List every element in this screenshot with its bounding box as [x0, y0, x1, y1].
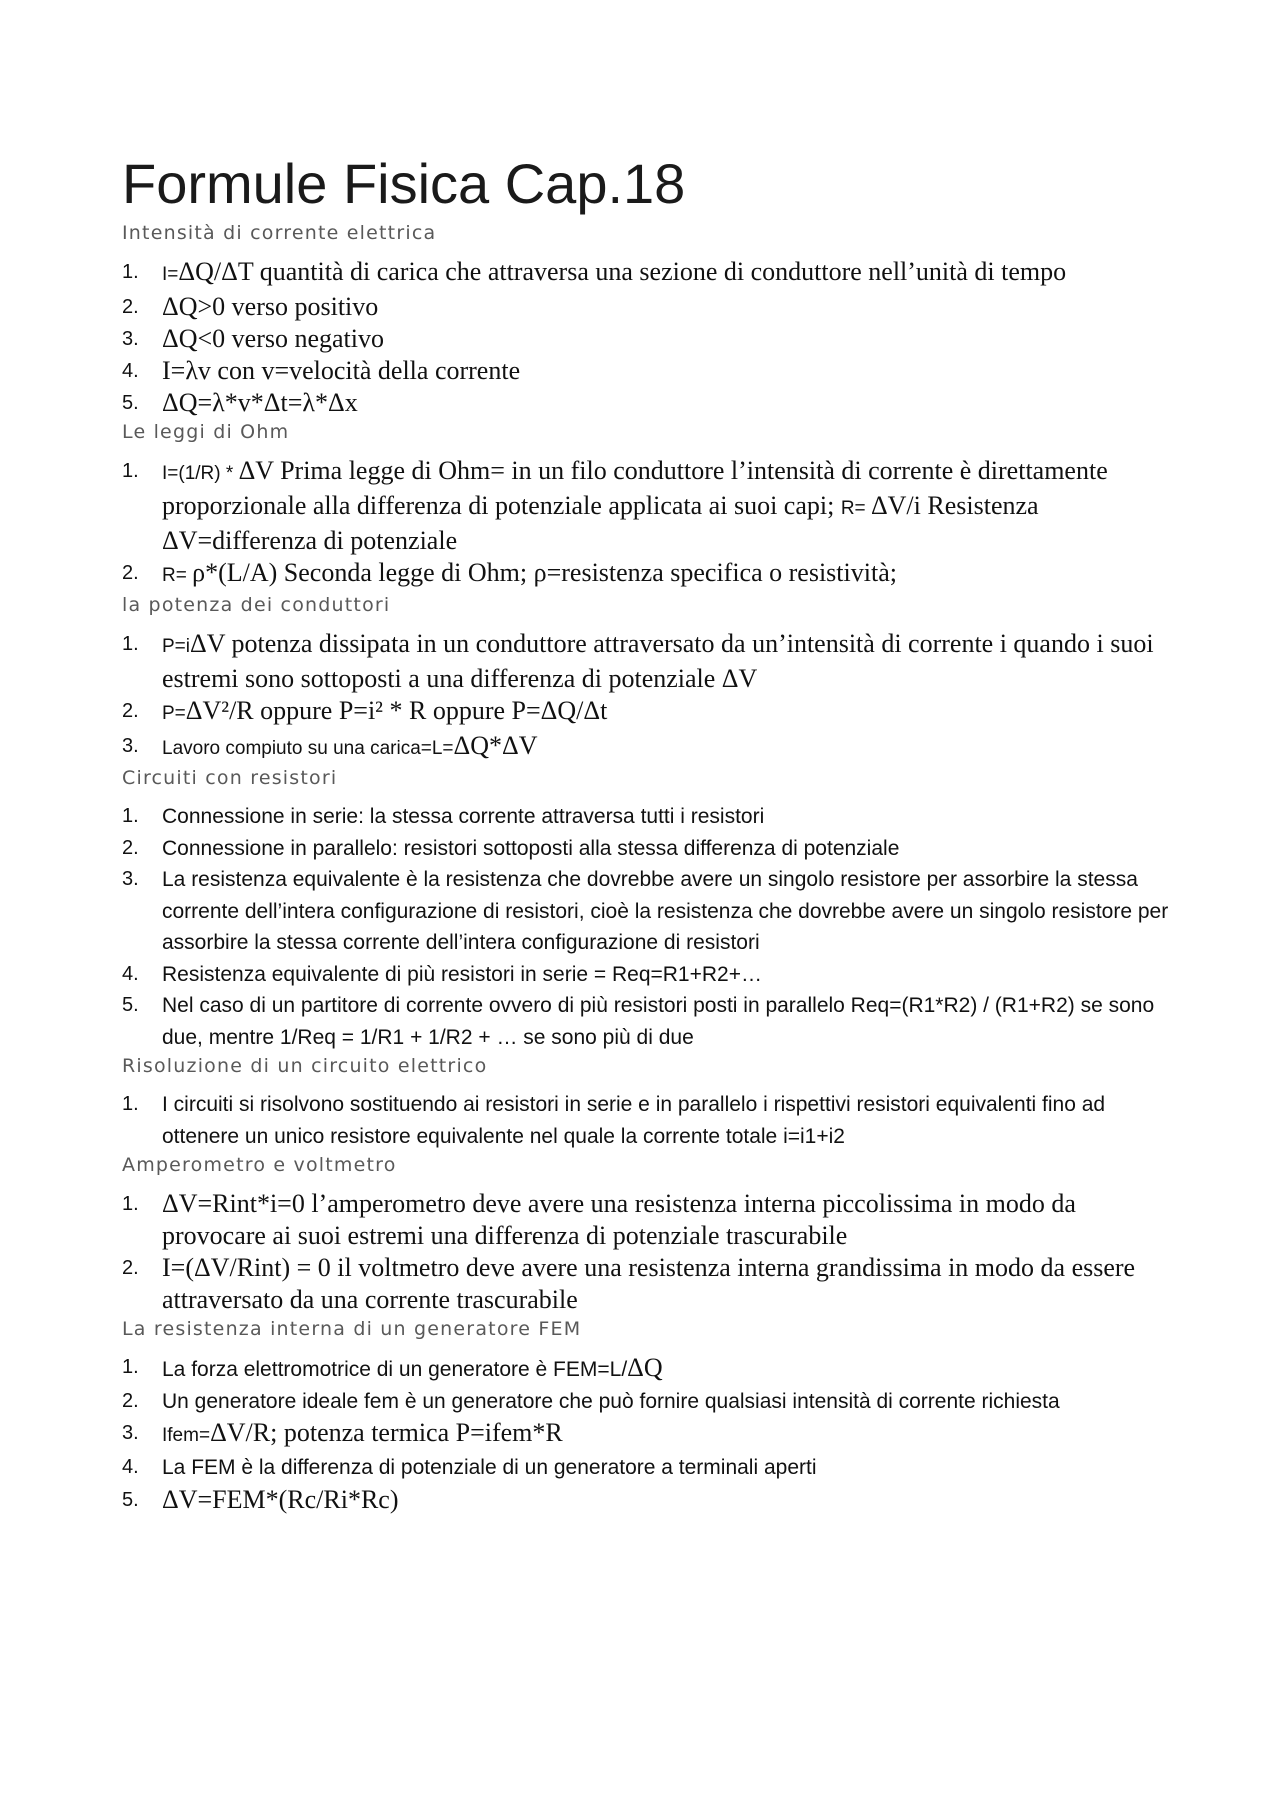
list-item: 3. Lavoro compiuto su una carica=L=ΔQ*ΔV [122, 731, 538, 760]
list-item: 1. I circuiti si risolvono sostituendo ai resistori in serie e in parallelo i rispettivi resistori equivalenti fino ad ottenere un unico resistore equivalente nel quale la corrente totale i=i1+i2 [122, 1093, 1106, 1148]
list-item: 5. Nel caso di un partitore di corrente ovvero di più resistori posti in parallelo Req=(R1*R2) / (R1+R2) se sono due, mentre 1/Req = 1/R1 + 1/R2 + … se sono più di due [122, 994, 1155, 1049]
section-heading: la potenza dei conduttori [122, 594, 391, 616]
list-item: 1. I=(1/R) * ΔV Prima legge di Ohm= in un filo conduttore l’intensità di corrente è direttamente proporzionale alla differenza di potenziale applicata ai suoi capi; R= ΔV/i Resistenza ΔV=differenza di potenziale [122, 456, 1108, 555]
formula-list [122, 1188, 1172, 1316]
section-heading: La resistenza interna di un generatore FEM [122, 1318, 582, 1340]
list-item: 1. La forza elettromotrice di un generatore è FEM=L/ΔQ [122, 1353, 663, 1382]
list-item: 2. Un generatore ideale fem è un generatore che può fornire qualsiasi intensità di corrente richiesta [122, 1389, 1060, 1413]
formula-list [122, 801, 1172, 1053]
formula-list [122, 628, 1172, 765]
section-heading: Intensità di corrente elettrica [122, 222, 437, 244]
section-heading: Risoluzione di un circuito elettrico [122, 1055, 488, 1077]
formula-list [122, 1089, 1172, 1152]
formula-list [122, 256, 1172, 419]
list-item: 2. P=ΔV²/R oppure P=i² * R oppure P=ΔQ/Δt [122, 696, 608, 725]
section-heading: Le leggi di Ohm [122, 421, 290, 443]
list-item: 4. La FEM è la differenza di potenziale di un generatore a terminali aperti [122, 1456, 817, 1479]
list-item: 3. Ifem=ΔV/R; potenza termica P=ifem*R [122, 1418, 563, 1447]
list-item: 1. P=iΔV potenza dissipata in un conduttore attraversato da un’intensità di corrente i quando i suoi estremi sono sottoposti a una differenza di potenziale ΔV [122, 629, 1154, 693]
list-item: 2. Connessione in parallelo: resistori sottoposti alla stessa differenza di potenziale [122, 836, 900, 860]
list-item: 1. I=ΔQ/ΔT quantità di carica che attraversa una sezione di conduttore nell’unità di tempo [122, 257, 1067, 286]
list-item: 1. Connessione in serie: la stessa corrente attraversa tutti i resistori [122, 805, 765, 828]
list-item: 5. ΔV=FEM*(Rc/Ri*Rc) [122, 1484, 399, 1514]
document-page [122, 152, 1172, 1516]
list-item: 1. ΔV=Rint*i=0 l’amperometro deve avere una resistenza interna piccolissima in modo da provocare ai suoi estremi una differenza di potenziale trascurabile [122, 1189, 1076, 1250]
list-item: 5. ΔQ=λ*v*Δt=λ*Δx [122, 388, 358, 417]
section-heading: Amperometro e voltmetro [122, 1154, 397, 1176]
list-item: 4. Resistenza equivalente di più resistori in serie = Req=R1+R2+… [122, 962, 762, 986]
list-item: 4. I=λv con v=velocità della corrente [122, 356, 521, 385]
formula-list [122, 455, 1172, 592]
section-heading: Circuiti con resistori [122, 767, 338, 789]
list-item: 2. ΔQ>0 verso positivo [122, 292, 379, 321]
list-item: 2. I=(ΔV/Rint) = 0 il voltmetro deve avere una resistenza interna grandissima in modo da essere attraversato da una corrente trascurabile [122, 1253, 1136, 1314]
page-title: Formule Fisica Cap.18 [122, 152, 686, 215]
list-item: 2. R= ρ*(L/A) Seconda legge di Ohm; ρ=resistenza specifica o resistività; [122, 558, 897, 587]
list-item: 3. La resistenza equivalente è la resistenza che dovrebbe avere un singolo resistore per assorbire la stessa corrente dell’intera configurazione di resistori, cioè la resistenza che dovrebbe avere un singolo resistore per assorbire la stessa corrente dell’intera configurazione di resistori [122, 868, 1169, 954]
list-item: 3. ΔQ<0 verso negativo [122, 324, 385, 353]
formula-list [122, 1352, 1172, 1516]
